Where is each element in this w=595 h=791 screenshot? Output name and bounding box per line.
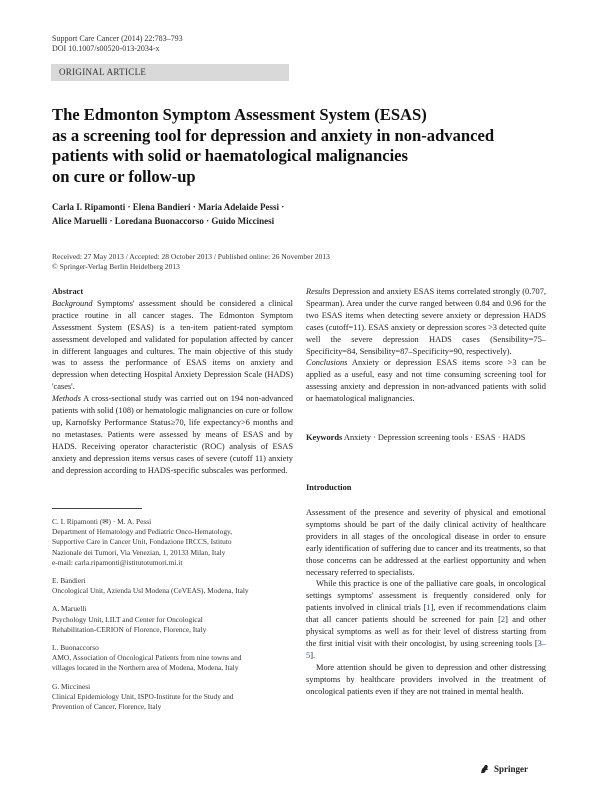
- conclusions-text: Anxiety or depression ESAS items score >3 can be applied as a useful, easy and not time consuming screening tool for assessing anxiety and depression in non-advanced patients with solid or haematological malignancies.: [306, 358, 546, 404]
- intro-text: ] and other physical symptoms as well as for their level of distress starting from the first initial visit with their oncologist, by using screening tools [: [306, 615, 546, 648]
- abstract-right: [306, 286, 546, 405]
- keywords-label: Keywords: [306, 433, 343, 442]
- background-label: Background: [52, 298, 93, 308]
- citation-link[interactable]: 3–5: [306, 638, 546, 660]
- abstract-conclusions: [306, 357, 546, 405]
- journal-citation: [52, 34, 183, 54]
- citation-link[interactable]: 2: [500, 615, 506, 625]
- affiliation-name: A. Maruelli: [52, 604, 87, 614]
- publisher-logo: [479, 763, 528, 775]
- title-line: The Edmonton Symptom Assessment System (ESAS): [52, 105, 427, 124]
- publisher-name: Springer: [494, 764, 529, 774]
- abstract-left: [52, 286, 293, 477]
- methods-text: A cross-sectional study was carried out on 194 non-advanced patients with solid (108) or hematologic malignancies on cure or follow up, Karnofsky Performance Status≥70, life expectancy>6 months and no metastases. Patients were assessed by means of ESAS and by HADS. Receiving operator characteristic (ROC) analysis of ESAS anxiety and depression items versus cases of severe (cutoff 11) anxiety and depression according to HADS-specific subscales was performed.: [52, 394, 293, 475]
- footnote-divider: [52, 508, 142, 509]
- background-text: Symptoms' assessment should be considered a clinical practice routine in all cancer stages. The Edmonton Symptom Assessment System (ESAS) is a ten-item patient-rated symptom assessment developed and validated for population affected by cancer in different languages and cultures. The main objective of this study was to assess the performance of ESAS items on anxiety and depression when detecting Hospital Anxiety Depression Scale (HADS) 'cases'.: [52, 298, 293, 392]
- affiliation-email[interactable]: e-mail: carla.ripamonti@istitutotumori.mi.it: [52, 557, 183, 567]
- intro-paragraph: Assessment of the presence and severity of physical and emotional symptoms should be part of the daily clinical activity of healthcare providers in all stages of the oncological disease in order to ensure early identification of suffering due to cancer and its treatments, so that those concerns can be addressed at the earliest opportunity and when necessary referred to specialists.: [306, 508, 546, 577]
- keywords: [306, 432, 546, 444]
- abstract-background: [52, 298, 293, 393]
- intro-text: ], even if recommendations claim that all cancer patients should be screened for pain [: [306, 603, 546, 625]
- title-line: on cure or follow-up: [52, 166, 196, 186]
- title-line: as a screening tool for depression and anxiety in non-advanced: [52, 125, 495, 145]
- affiliation-block: [52, 682, 293, 713]
- affiliation-line: Nazionale dei Tumori, Via Venezian, 1, 20133 Milan, Italy: [52, 547, 226, 557]
- affiliation-block: [52, 643, 293, 674]
- affiliation-line: Rehabilitation-CERION of Florence, Florence, Italy: [52, 624, 207, 634]
- affiliation-line: AMO, Association of Oncological Patients from nine towns and: [52, 653, 242, 663]
- dates-line: Received: 27 May 2013 / Accepted: 28 October 2013 / Published online: 26 November 2013: [52, 252, 330, 261]
- affiliation-line: villages located in the Northern area of Modena, Modena, Italy: [52, 663, 239, 673]
- introduction-body: [306, 507, 546, 698]
- article-title: [52, 105, 552, 187]
- results-label: Results: [306, 287, 331, 296]
- affiliation-line: Department of Hematology and Pediatric Onco-Hematology,: [52, 527, 233, 537]
- affiliation-line: Oncological Unit, Azienda Usl Modena (CeVEAS), Modena, Italy: [52, 586, 249, 596]
- title-line: patients with solid or haematological malignancies: [52, 146, 409, 165]
- conclusions-label: Conclusions: [306, 358, 348, 368]
- affiliation-line: Supportive Care in Cancer Unit, Fondazione IRCCS, Istituto: [52, 537, 232, 547]
- article-type-banner: [51, 64, 289, 81]
- affiliation-name: L. Buonaccorso: [52, 643, 99, 653]
- affiliations: [52, 517, 293, 720]
- results-text: Depression and anxiety ESAS items correlated strongly (0.707, Spearman). Area under the curve ranged between 0.84 and 0.96 for the two ESAS items when detecting severe anxiety or depression HADS cases (cutoff=11). ESAS anxiety or depression scores >3 detected quite well the severe depression HADS cases (Sensibility=75–Specificity=84, Sensibility=87–Specificity=90, respectively).: [306, 287, 546, 356]
- springer-horse-icon: [479, 763, 491, 775]
- affiliation-block: [52, 517, 293, 568]
- methods-label: Methods: [52, 394, 81, 404]
- author-list: [52, 200, 452, 228]
- affiliation-block: [52, 576, 293, 596]
- article-type-label: ORIGINAL ARTICLE: [59, 67, 147, 77]
- introduction-heading: Introduction: [306, 483, 352, 492]
- affiliation-line: Prevention of Cancer, Florence, Italy: [52, 702, 162, 712]
- doi-line: DOI 10.1007/s00520-013-2034-x: [52, 44, 160, 53]
- affiliation-line: Psychology Unit, LILT and Center for Oncological: [52, 614, 203, 624]
- intro-text: While this practice is one of the palliative care goals, in oncological settings symptoms' assessment is frequently considered only for patients involved in clinical trials [: [306, 579, 546, 613]
- affiliation-line: Clinical Epidemiology Unit, ISPO-Institute for the Study and: [52, 691, 234, 701]
- intro-text: ].: [310, 650, 316, 660]
- citation-link[interactable]: 1: [426, 603, 431, 613]
- abstract-methods: [52, 393, 293, 476]
- abstract-heading: Abstract: [52, 287, 84, 296]
- affiliation-name: G. Miccinesi: [52, 681, 91, 691]
- publication-dates: [52, 252, 572, 272]
- copyright-line: © Springer-Verlag Berlin Heidelberg 2013: [52, 262, 180, 271]
- abstract-results: [306, 286, 546, 357]
- affiliation-block: [52, 604, 293, 635]
- affiliation-name: E. Bandieri: [52, 576, 86, 586]
- journal-line: Support Care Cancer (2014) 22:783–793: [52, 34, 183, 43]
- author-line: Carla I. Ripamonti · Elena Bandieri · Maria Adelaide Pessi ·: [52, 202, 285, 212]
- keywords-text: Anxiety · Depression screening tools · ESAS · HADS: [342, 433, 526, 442]
- intro-paragraph: [306, 578, 546, 661]
- author-line: Alice Maruelli · Loredana Buonaccorso · Guido Miccinesi: [52, 216, 275, 226]
- intro-paragraph: More attention should be given to depression and other distressing symptoms by healthcare providers involved in the treatment of oncological patients even if they are not trained in mental health.: [306, 662, 546, 696]
- affiliation-name: C. I. Ripamonti (✉) · M. A. Pessi: [52, 517, 152, 526]
